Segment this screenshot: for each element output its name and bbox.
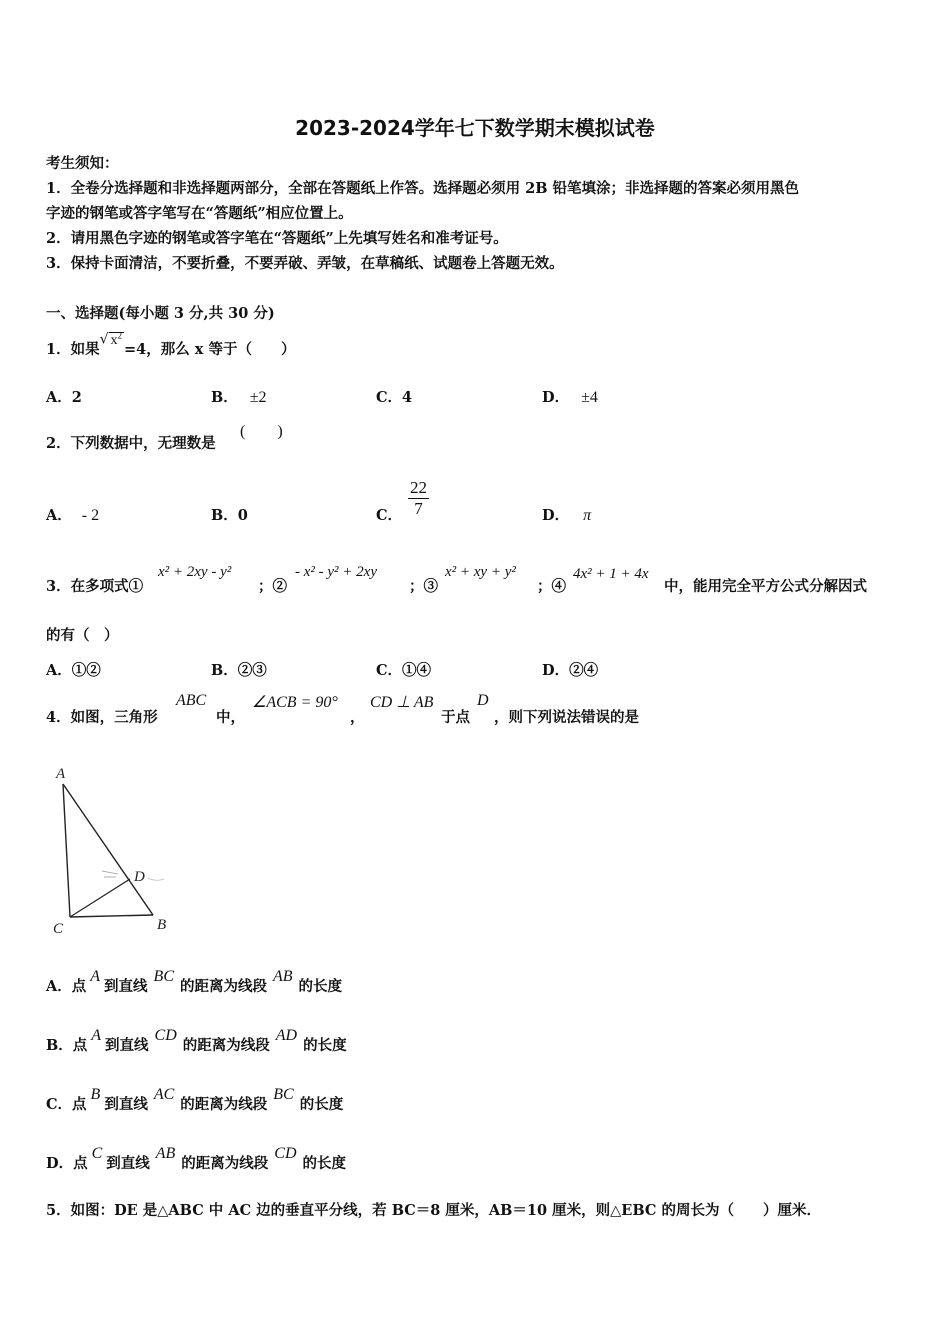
label-a: A — [56, 766, 66, 782]
q2-option-a[interactable] — [46, 504, 99, 525]
question-3 — [46, 575, 143, 596]
q2-answer-paren: ( ) — [240, 423, 283, 440]
q4-a-text-2: 的距离为线段 — [180, 978, 267, 995]
q2-option-d-value: π — [583, 507, 592, 524]
q4-d-text-1: 到直线 — [106, 1155, 150, 1172]
q1-option-d[interactable] — [542, 386, 598, 407]
q3-line-2: 的有（ ） — [46, 627, 119, 644]
q4-c-label: C．点 — [46, 1096, 87, 1113]
notice-heading: 考生须知： — [46, 155, 119, 172]
page-title: 2023-2024学年七下数学期末模拟试卷 — [295, 116, 655, 140]
side-ab — [63, 784, 153, 915]
q3-poly-1: x² + 2xy - y² — [158, 564, 232, 580]
q1-option-c-label: C．4 — [376, 389, 413, 406]
q4-c-text-2: 的距离为线段 — [180, 1096, 268, 1113]
q3-sep-3: ；④ — [537, 578, 566, 595]
q4-c-text-1: 到直线 — [104, 1096, 148, 1113]
q4-a-line-2: AB — [273, 968, 293, 985]
q4-b-label: B．点 — [46, 1037, 88, 1054]
q2-stem: 2．下列数据中，无理数是 — [46, 435, 216, 452]
q4-comma: ， — [350, 709, 365, 726]
label-c: C — [53, 921, 64, 937]
q4-b-line-2: AD — [275, 1027, 298, 1044]
q2-option-c-label: C． — [376, 507, 403, 524]
q2-option-b[interactable] — [211, 504, 248, 525]
q4-d-label: D．点 — [46, 1155, 88, 1172]
q4-d-text-2: 的距离为线段 — [181, 1155, 269, 1172]
q1-option-b-label: B． — [211, 389, 238, 406]
section-heading: 一、选择题(每小题 3 分,共 30 分) — [46, 305, 275, 322]
q1-radicand: x — [110, 333, 118, 348]
q4-suffix: ，则下列说法错误的是 — [494, 709, 639, 726]
notice-line-3: 3．保持卡面清洁，不要折叠，不要弄破、弄皱，在草稿纸、试题卷上答题无效。 — [46, 255, 564, 272]
segment-cd — [70, 879, 130, 917]
q1-option-b-value: ±2 — [249, 389, 267, 406]
q2-option-d[interactable] — [542, 504, 591, 525]
q2-option-a-value: - 2 — [81, 507, 100, 524]
q1-prefix: 1．如果 — [46, 341, 100, 358]
q2-option-b-label: B．0 — [211, 507, 248, 524]
q3-poly-4: 4x² + 1 + 4x — [573, 566, 649, 582]
q3-sep-2: ；③ — [409, 578, 438, 595]
q4-d-line-1: AB — [155, 1145, 176, 1162]
question-1 — [46, 330, 296, 359]
smudge-mark — [102, 871, 118, 877]
q3-option-a[interactable]: A．①② — [46, 662, 101, 679]
q4-b-line-1: CD — [154, 1027, 177, 1044]
q4-option-b[interactable] — [46, 1027, 347, 1055]
smudge-mark — [148, 878, 164, 880]
q1-suffix: =4，那么 x 等于（ ） — [124, 341, 296, 358]
q1-sqrt: √ $x^2$ — [99, 330, 123, 348]
q2-option-c-fraction — [408, 478, 429, 519]
notice-line-1b: 字迹的钢笔或答字笔写在“答题纸”相应位置上。 — [46, 205, 353, 222]
q4-b-text-3: 的长度 — [303, 1037, 347, 1054]
q4-b-text-2: 的距离为线段 — [182, 1037, 270, 1054]
q4-point-d: D — [477, 692, 489, 709]
q1-option-a[interactable] — [46, 386, 82, 407]
q3-option-c[interactable]: C．①④ — [376, 662, 432, 679]
question-2 — [46, 432, 216, 453]
side-ac — [63, 784, 70, 917]
side-bc — [70, 915, 153, 917]
q1-option-a-label: A．2 — [46, 389, 82, 406]
q4-mid-1: 中， — [216, 709, 245, 726]
q4-a-point: A — [90, 968, 101, 985]
notice-line-1a: 1．全卷分选择题和非选择题两部分，全部在答题纸上作答。选择题必须用 2B 铅笔填涂；非选择题的答案必须用黑色 — [46, 180, 800, 197]
q3-option-d[interactable]: D．②④ — [542, 662, 599, 679]
q4-c-point: B — [90, 1086, 101, 1103]
q1-option-d-value: ±4 — [581, 389, 598, 406]
q1-option-d-label: D． — [542, 389, 570, 406]
q4-option-d[interactable] — [46, 1145, 347, 1173]
q4-a-label: A．点 — [46, 978, 87, 995]
q3-poly-3: x² + xy + y² — [445, 564, 516, 580]
q4-mid-2: 于点 — [441, 709, 470, 726]
q4-a-text-1: 到直线 — [104, 978, 148, 995]
q2-c-denominator: 7 — [414, 499, 423, 518]
q4-option-c[interactable] — [46, 1086, 344, 1114]
label-b: B — [157, 917, 167, 933]
q3-suffix: 中，能用完全平方公式分解因式 — [664, 578, 867, 595]
q4-b-text-1: 到直线 — [105, 1037, 149, 1054]
q3-prefix: 3．在多项式① — [46, 578, 144, 595]
q4-d-point: C — [91, 1145, 103, 1162]
q2-option-d-label: D． — [542, 507, 570, 524]
q4-option-a[interactable] — [46, 968, 343, 996]
q4-c-line-2: BC — [273, 1086, 294, 1103]
q1-option-c[interactable] — [376, 386, 412, 407]
q3-poly-2: - x² - y² + 2xy — [295, 564, 377, 580]
q4-b-point: A — [91, 1027, 102, 1044]
q2-option-c[interactable] — [376, 504, 402, 525]
q2-c-numerator: 22 — [410, 478, 427, 497]
q4-d-text-3: 的长度 — [302, 1155, 347, 1172]
q4-a-line-1: BC — [153, 968, 174, 985]
q4-d-line-2: CD — [274, 1145, 297, 1162]
q1-exponent: 2 — [117, 330, 123, 341]
question-4: 4．如图，三角形 — [46, 709, 158, 726]
q4-c-line-1: AC — [153, 1086, 175, 1103]
question-5: 5．如图：DE 是△ABC 中 AC 边的垂直平分线，若 BC＝8 厘米，AB＝10 厘米，则△EBC 的周长为（ ）厘米． — [46, 1202, 821, 1219]
q1-option-b[interactable] — [211, 386, 267, 407]
q2-option-a-label: A． — [46, 507, 72, 524]
label-d: D — [134, 869, 145, 885]
q4-perpendicular: CD ⊥ AB — [370, 694, 434, 711]
notice-line-2: 2．请用黑色字迹的钢笔或答字笔在“答题纸”上先填写姓名和准考证号。 — [46, 230, 508, 247]
q3-sep-1: ；② — [258, 578, 287, 595]
q4-triangle: ABC — [176, 692, 207, 709]
q4-a-text-3: 的长度 — [298, 978, 343, 995]
q4-angle: ∠ACB = 90° — [252, 694, 338, 711]
q4-triangle-figure — [46, 760, 186, 940]
q3-option-b[interactable]: B．②③ — [211, 662, 267, 679]
q4-c-text-3: 的长度 — [299, 1096, 344, 1113]
